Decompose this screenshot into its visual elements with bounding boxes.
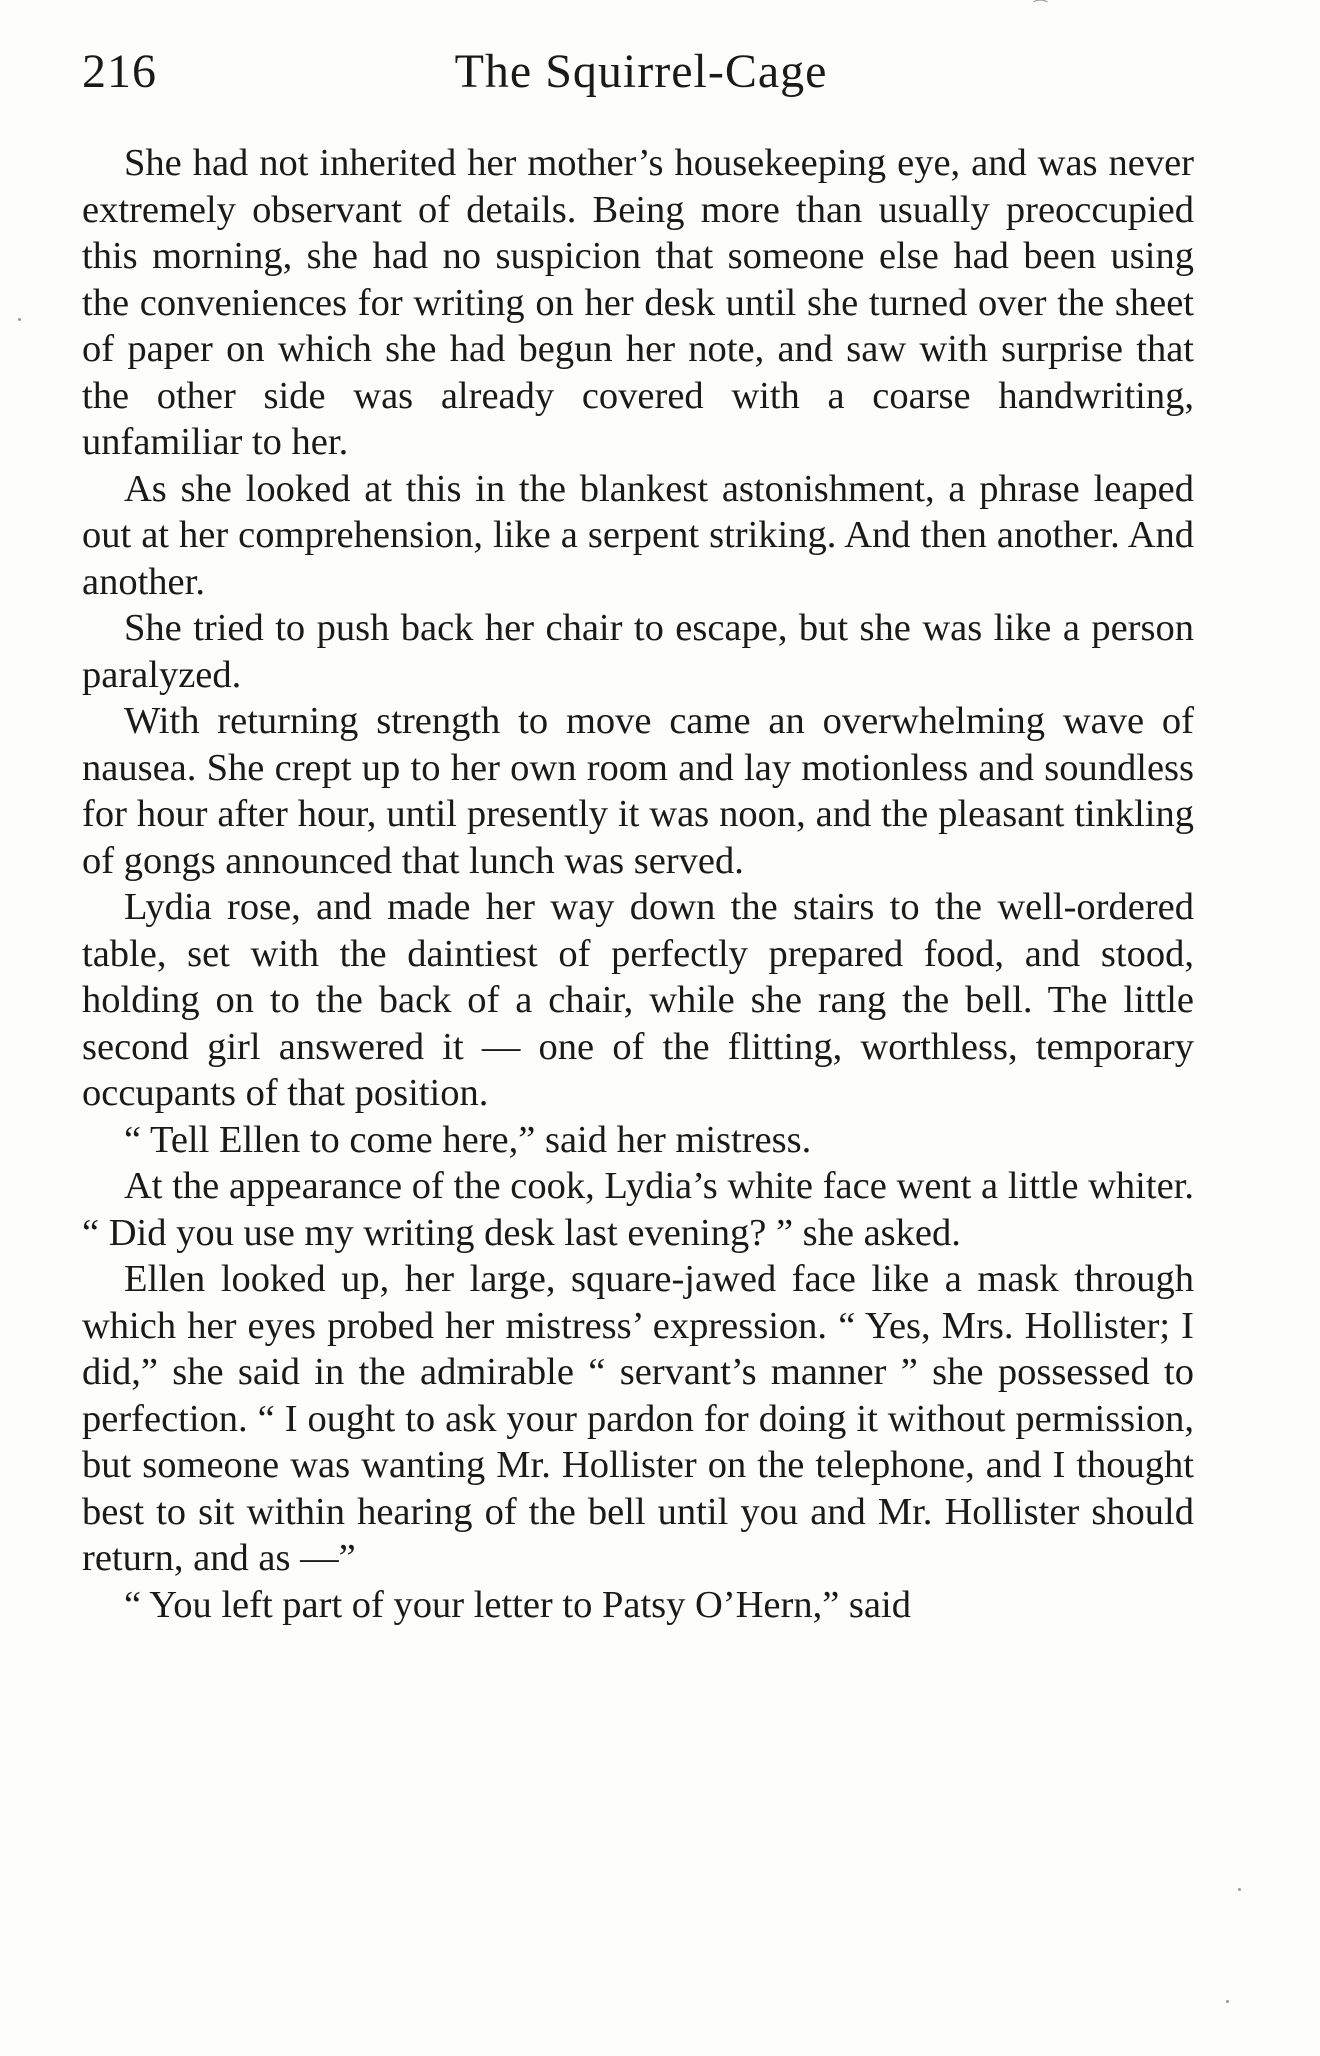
corner-ink-mark: ⁀	[1034, 1, 1047, 18]
page-header	[82, 44, 1200, 114]
paragraph: With returning strength to move came an overwhelming wave of nausea. She crept up to her own room and lay motionless and soundless for hour after hour, until presently it was noon, and the pleasant tinkling of gongs announced that lunch was served.	[82, 700, 1194, 882]
paragraph: Lydia rose, and made her way down the stairs to the well-ordered table, set with the daintiest of perfectly prepared food, and stood, holding on to the back of a chair, while she rang the bell. The little second girl answered it — one of the flitting, worthless, temporary occupants of that position.	[82, 886, 1194, 1114]
paragraph: She tried to push back her chair to escape, but she was like a person paralyzed.	[82, 607, 1194, 696]
paper-speck	[1226, 2000, 1229, 2003]
body-text	[82, 140, 1194, 1628]
page-number: 216	[82, 45, 157, 98]
paragraph: As she looked at this in the blankest astonishment, a phrase leaped out at her comprehension, like a serpent striking. And then another. And another.	[82, 467, 1194, 603]
running-title: The Squirrel-Cage	[454, 45, 828, 98]
paragraph: “ You left part of your letter to Patsy O’Hern,” said	[124, 1583, 911, 1626]
paragraph: She had not inherited her mother’s housekeeping eye, and was never extremely observant of details. Being more than usually preoccupied this morning, she had no suspicion that someone else had been using the conveniences for writing on her desk until she turned over the sheet of paper on which she had begun her note, and saw with surprise that the other side was already covered with a coarse handwriting, unfamiliar to her.	[82, 142, 1194, 463]
paragraph: At the appearance of the cook, Lydia’s white face went a little whiter. “ Did you use my writing desk last evening? ” she asked.	[82, 1165, 1194, 1254]
paper-speck	[18, 318, 21, 321]
paper-speck	[1238, 1888, 1241, 1891]
paragraph: Ellen looked up, her large, square-jawed face like a mask through which her eyes probed her mistress’ expression. “ Yes, Mrs. Hollister; I did,” she said in the admirable “ servant’s manner ” she possessed to perfection. “ I ought to ask your pardon for doing it without permission, but someone was wanting Mr. Hollister on the telephone, and I thought best to sit within hearing of the bell until you and Mr. Hollister should return, and as —”	[82, 1258, 1194, 1579]
paragraph: “ Tell Ellen to come here,” said her mistress.	[124, 1118, 812, 1161]
